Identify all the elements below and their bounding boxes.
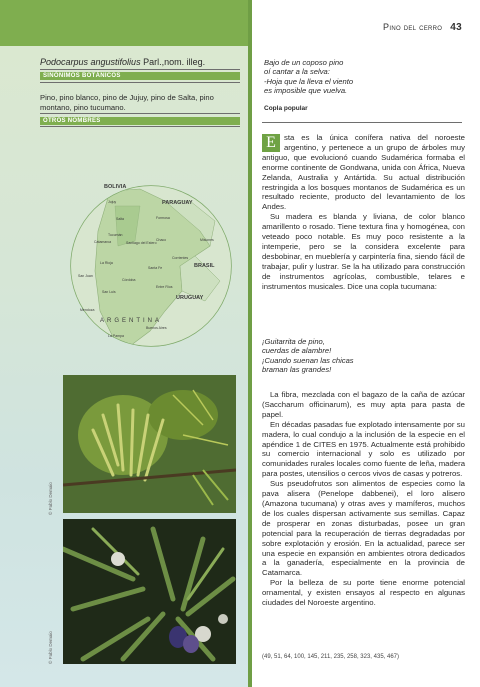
map-label-sanluis: San Luis <box>102 290 116 294</box>
map-label-tucuman: Tucumán <box>108 233 123 237</box>
top-green-band <box>0 0 248 46</box>
rule-1 <box>40 69 240 70</box>
body-text-part2 <box>262 390 465 608</box>
scientific-authority: Parl.,nom. illeg. <box>140 57 206 67</box>
running-title: Pino del cerro <box>383 22 443 32</box>
column-divider <box>248 0 252 687</box>
map-label-corrientes: Corrientes <box>172 256 189 260</box>
copla-line: ¡Guitarrita de pino, <box>262 337 325 346</box>
map-label-catamarca: Catamarca <box>94 240 112 244</box>
map-label-mendoza: Mendoza <box>80 308 95 312</box>
map-label-larioja: La Rioja <box>100 261 113 265</box>
paragraph-intro <box>262 133 465 212</box>
other-names-text: Pino, pino blanco, pino de Jujuy, pino de Salta, pino montano, pino tucumano. <box>40 93 214 112</box>
map-label-lapampa: La Pampa <box>108 334 124 338</box>
photo-pine-fruits <box>63 519 236 664</box>
other-names-label <box>40 117 240 125</box>
page-number: 43 <box>450 22 462 33</box>
drop-cap: E <box>262 134 280 152</box>
epigraph-rule <box>262 122 462 123</box>
epigraph-source: Copla popular <box>264 105 308 112</box>
map-label-sanjuan: San Juan <box>78 274 93 278</box>
map-label-santafe: Santa Fe <box>148 266 163 270</box>
photo2-credit: © Pablo Demaio <box>48 631 53 664</box>
paragraph-intro-text: sta es la única conífera nativa del noroeste argentino, y pertenece a un grupo de árboles muy antiguo, que evolucionó cuando Sudamérica formaba el enorme continente de Gondwana, unida con África, Nueva Zelanda, Australia y Antártida. Su actual distribución restringida a los bosques montanos de Sudamérica es un resultado reciente, producto del levantamiento de los Andes. <box>262 133 465 212</box>
photo-pine-shoots <box>63 375 236 513</box>
rule-3 <box>40 113 240 114</box>
paragraph-fiber: La fibra, mezclada con el bagazo de la caña de azúcar (Saccharum officinarum), es muy apta para pasta de papel. <box>262 390 465 419</box>
running-header <box>262 22 462 33</box>
copla-line: braman las grandes! <box>262 365 332 375</box>
other-names-label-text: OTROS NOMBRES <box>43 118 101 124</box>
map-label-cordoba: Córdoba <box>122 278 136 282</box>
copla-line: ¡Cuando suenan las chicas <box>262 355 354 365</box>
epigraph-line: oí cantar a la selva: <box>264 67 330 77</box>
map-label-bolivia: BOLIVIA <box>104 184 127 190</box>
map-label-chaco: Chaco <box>156 238 167 242</box>
epigraph <box>264 58 444 96</box>
map-label-entrerios: Entre Ríos <box>156 285 173 289</box>
synonyms-label <box>40 72 240 80</box>
copla-line: cuerdas de alambre! <box>262 346 332 356</box>
paragraph-fruits: Sus pseudofrutos son alimentos de especies como la pava alisera (Penelope dabbenei), el loro alisero (Amazona tucumana) y otras aves y mamíferos, muchos de los cuales dispersan activamente sus semillas. Capaz de prosperar en zonas disturbadas, posee un gran potencial para la recuperación de tierras degradadas por sobre explotación y erosión. En la actualidad, parece ser una especie en expansión en ambientes otrora dedicados a la ganadería, especialmente en la provincia de Catamarca. <box>262 479 465 578</box>
map-label-brasil: BRASIL <box>194 263 215 269</box>
map-label-misiones: Misiones <box>200 238 214 242</box>
scientific-name-text: Podocarpus angustifolius <box>40 57 141 67</box>
paragraph-ornamental: Por la belleza de su porte tiene enorme potencial ornamental, y existen ensayos al respecto en algunas ciudades del Noroeste argentino. <box>262 578 465 608</box>
paragraph-exploitation: En décadas pasadas fue explotado intensamente por su madera, lo cual condujo a la inclusión de la especie en el apéndice 1 de CITES en 1975. Actualmente está prohibido su comercio internacional y solo es utilizado por comunidades rurales locales como fuente de leña, madera para postes, utensilios o cercos vivos de casas y potreros. <box>262 419 465 479</box>
map-label-paraguay: PARAGUAY <box>162 200 193 206</box>
map-label-salta: Salta <box>116 217 124 221</box>
photo1-credit: © Pablo Demaio <box>48 482 53 515</box>
map-label-jujuy: Jujuy <box>108 200 117 204</box>
scientific-name <box>40 57 240 67</box>
map-label-buenosaires: Buenos Aires <box>146 326 167 330</box>
rule-2 <box>40 82 240 83</box>
rule-4 <box>40 126 240 127</box>
map-label-argentina: ARGENTINA <box>100 318 163 324</box>
map-label-formosa: Formosa <box>156 216 170 220</box>
paragraph-wood: Su madera es blanda y liviana, de color blanco amarillento o rosado. Tiene textura fina y homogénea, con veteado poco notable. Es muy poco resistente a la intemperie, pero se la considera excelente para desbobinar, en mueblería y carpintería fina, siendo fácil de trabajar, pulir y lustrar. Se la ha utilizado para construcción de instrumentos agrícolas, combustible, telares e instrumentos musicales. Dice una copla tucumana: <box>262 212 465 291</box>
body-text-part1 <box>262 133 465 292</box>
map-label-uruguay: URUGUAY <box>176 295 204 301</box>
distribution-map <box>70 171 232 361</box>
epigraph-line: -Hoja que la lleva el viento <box>264 76 354 86</box>
epigraph-line: es imposible que vuelva. <box>264 86 348 96</box>
map-label-santiago: Santiago del Estero <box>126 241 157 245</box>
references: (49, 51, 64, 100, 145, 211, 235, 258, 323, 435, 467) <box>262 654 399 660</box>
epigraph-line: Bajo de un coposo pino <box>264 58 344 67</box>
synonyms-label-text: SINÓNIMOS BOTÁNICOS <box>43 73 121 79</box>
copla <box>262 337 462 375</box>
